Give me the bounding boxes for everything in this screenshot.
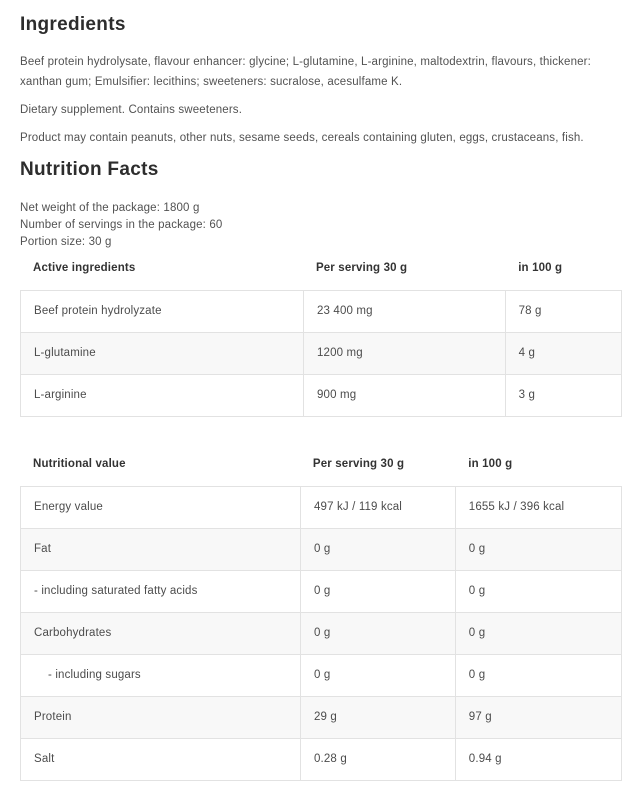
cell-per-100g-value: 0 g — [455, 613, 621, 654]
header-cell-per-serving: Per serving 30 g — [312, 458, 405, 470]
header-cell-nutritional-value: Nutritional value — [33, 458, 126, 470]
header-cell-per-100g: in 100 g — [468, 458, 513, 470]
cell-ingredient-name: L-arginine — [34, 389, 87, 401]
cell-nutrient-name: Carbohydrates — [34, 627, 112, 639]
nutrition-facts-section — [20, 158, 622, 781]
cell-nutrient-name: Energy value — [34, 501, 103, 513]
allergen-note: Product may contain peanuts, other nuts, sesame seeds, cereals containing gluten, eggs, crustaceans, fish. — [20, 132, 584, 144]
table-row — [21, 291, 621, 332]
nutritional-value-table-header — [20, 453, 622, 486]
package-info — [20, 200, 622, 251]
cell-per-100g-value: 0 g — [455, 655, 621, 696]
active-ingredients-table-body — [20, 290, 622, 417]
cell-per-100g-value: 78 g — [505, 291, 621, 332]
cell-per-serving-value: 497 kJ / 119 kcal — [300, 487, 455, 528]
nutritional-value-table-body — [20, 486, 622, 781]
cell-nutrient-name: Protein — [34, 711, 72, 723]
cell-per-serving-value: 0 g — [300, 613, 455, 654]
ingredients-section — [20, 13, 622, 148]
cell-nutrient-name: Fat — [34, 543, 52, 555]
cell-per-100g-value: 0 g — [455, 571, 621, 612]
cell-nutrient-name: Salt — [34, 753, 55, 765]
cell-per-serving-value: 900 mg — [303, 375, 505, 416]
cell-per-100g-value: 4 g — [505, 333, 621, 374]
active-ingredients-table — [20, 257, 622, 417]
cell-per-100g-value: 3 g — [505, 375, 621, 416]
active-ingredients-table-header — [20, 257, 622, 290]
table-row — [21, 332, 621, 374]
cell-per-serving-value: 29 g — [300, 697, 455, 738]
cell-per-serving-value: 1200 mg — [303, 333, 505, 374]
ingredients-title: Ingredients — [20, 14, 126, 35]
ingredients-composition-text: Beef protein hydrolysate, flavour enhancer: glycine; L-glutamine, L-arginine, maltodextrin, flavours, thickener: xanthan gum; Emulsifier: lecithins; sweeteners: sucralose, acesulfame K. — [20, 56, 592, 88]
cell-per-100g-value: 1655 kJ / 396 kcal — [455, 487, 621, 528]
cell-per-serving-value: 23 400 mg — [303, 291, 505, 332]
cell-per-serving-value: 0 g — [300, 655, 455, 696]
cell-ingredient-name: L-glutamine — [34, 347, 96, 359]
cell-per-serving-value: 0.28 g — [300, 739, 455, 780]
cell-per-100g-value: 97 g — [455, 697, 621, 738]
table-row — [21, 528, 621, 570]
table-row — [21, 654, 621, 696]
cell-per-100g-value: 0.94 g — [455, 739, 621, 780]
table-row — [21, 612, 621, 654]
cell-per-100g-value: 0 g — [455, 529, 621, 570]
cell-per-serving-value: 0 g — [300, 571, 455, 612]
table-row — [21, 696, 621, 738]
servings-count-line: Number of servings in the package: 60 — [20, 219, 223, 231]
table-row — [21, 374, 621, 416]
portion-size-line: Portion size: 30 g — [20, 236, 112, 248]
table-row — [21, 738, 621, 780]
net-weight-line: Net weight of the package: 1800 g — [20, 202, 200, 214]
header-cell-per-serving: Per serving 30 g — [315, 262, 408, 274]
cell-ingredient-name: Beef protein hydrolyzate — [34, 305, 162, 317]
nutritional-value-table — [20, 453, 622, 781]
header-cell-active-ingredients: Active ingredients — [33, 262, 136, 274]
cell-nutrient-name: - including saturated fatty acids — [34, 585, 198, 597]
table-row — [21, 487, 621, 528]
table-row — [21, 570, 621, 612]
cell-per-serving-value: 0 g — [300, 529, 455, 570]
dietary-supplement-note: Dietary supplement. Contains sweeteners. — [20, 104, 243, 116]
nutrition-facts-title: Nutrition Facts — [20, 159, 159, 180]
cell-nutrient-name: - including sugars — [48, 669, 141, 681]
header-cell-per-100g: in 100 g — [518, 262, 563, 274]
